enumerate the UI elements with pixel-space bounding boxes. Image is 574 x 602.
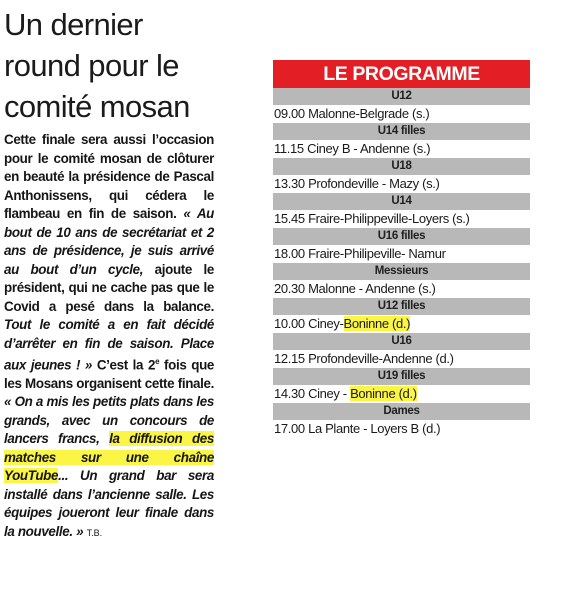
programme-list — [273, 88, 530, 438]
match-teams: Malonne-Belgrade (s.) — [308, 106, 430, 121]
programme-match — [273, 140, 530, 158]
article-quote: « On a mis les petits plats dans les grands, avec un concours de lancers francs, — [4, 394, 214, 447]
programme-category: U14 — [273, 193, 530, 210]
programme-match — [273, 210, 530, 228]
match-teams: Malonne - Andenne (s.) — [308, 281, 436, 296]
programme-match — [273, 385, 530, 403]
programme-match — [273, 280, 530, 298]
programme-match — [273, 315, 530, 333]
article-quote: ... Un grand bar sera installé dans l’ancienne salle. Les équipes joueront leur finale dans la nouvelle. » — [4, 468, 214, 539]
programme-category: U16 — [273, 333, 530, 350]
match-teams: La Plante - Loyers B (d.) — [308, 421, 441, 436]
programme-category: U19 filles — [273, 368, 530, 385]
article-paragraph: ajoute le président, qui ne cache pas que le Covid a pesé dans la balance. — [4, 261, 215, 314]
article-headline: Un dernier round pour le comité mosan — [4, 7, 190, 124]
match-teams: Ciney B - Andenne (s.) — [307, 141, 431, 156]
article-quote: « Au bout de 10 ans de secrétariat et 2 ans de présidence, je suis arrivé au bout d’un cycle, — [4, 206, 214, 277]
highlighted-text: la diffusion des matches sur une chaîne YouTube — [4, 431, 214, 484]
match-teams: Fraire-Philippeville-Loyers (s.) — [308, 211, 470, 226]
match-time: 13.30 — [274, 176, 305, 191]
match-time: 18.00 — [274, 246, 305, 261]
highlighted-team: Boninne (d.) — [343, 316, 411, 331]
match-teams: Profondeville - Mazy (s.) — [308, 176, 440, 191]
match-time: 10.00 — [274, 316, 305, 331]
match-time: 15.45 — [274, 211, 305, 226]
author-signature: T.B. — [86, 527, 103, 538]
match-time: 12.15 — [274, 351, 305, 366]
programme-category: U16 filles — [273, 228, 530, 245]
programme-match — [273, 245, 530, 263]
highlighted-team: Boninne (d.) — [350, 386, 417, 401]
programme-category: U12 — [273, 88, 530, 105]
programme-match — [273, 105, 530, 123]
match-time: 09.00 — [274, 106, 305, 121]
match-time: 11.15 — [274, 141, 304, 156]
match-teams: Profondeville-Andenne (d.) — [308, 351, 454, 366]
programme-match — [273, 175, 530, 193]
article-paragraph: C’est la 2 — [96, 357, 156, 373]
superscript: e — [155, 357, 160, 366]
article-quote: Tout le comité a en fait décidé d’arrêter en fin de saison. Place aux jeunes ! » — [4, 317, 214, 373]
programme-match — [273, 350, 530, 368]
programme-category: Dames — [273, 403, 530, 420]
article-paragraph: Cette finale sera aussi l’occasion pour le comité mosan de clôturer en beauté la présidence de Pascal Anthonissens, qui cédera le flambeau en fin de saison. — [4, 132, 214, 221]
article-body — [4, 131, 214, 542]
programme-category: U18 — [273, 158, 530, 175]
programme-category: U14 filles — [273, 123, 530, 140]
match-time: 14.30 — [274, 386, 305, 401]
article-paragraph: fois que les Mosans organisent cette finale. — [4, 357, 214, 391]
programme-category: Messieurs — [273, 263, 530, 280]
match-teams: Ciney - — [308, 386, 351, 401]
programme-match — [273, 420, 530, 438]
article — [4, 4, 214, 542]
match-teams: Ciney- — [308, 316, 344, 331]
programme-category: U12 filles — [273, 298, 530, 315]
programme-title: LE PROGRAMME — [273, 60, 530, 88]
programme-box — [273, 60, 530, 438]
match-time: 17.00 — [274, 421, 305, 436]
match-time: 20.30 — [274, 281, 305, 296]
match-teams: Fraire-Philipeville- Namur — [308, 246, 446, 261]
